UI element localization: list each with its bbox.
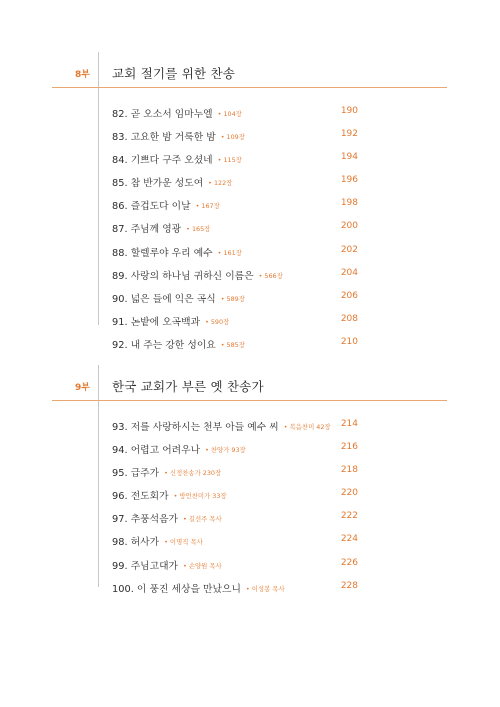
part-8-title: 교회 절기를 위한 찬송 bbox=[112, 66, 235, 81]
toc-entry[interactable] bbox=[112, 505, 358, 528]
toc-entry[interactable] bbox=[112, 192, 358, 215]
entry-page-number: 216 bbox=[340, 442, 358, 453]
entry-page-number: 220 bbox=[340, 488, 358, 499]
entry-hymn-note: • 115장 bbox=[217, 156, 242, 165]
entry-hymn-note: • 165장 bbox=[186, 225, 211, 234]
entry-hymn-note: • 신정찬송가 230장 bbox=[164, 469, 222, 478]
entry-hymn-note: • 566장 bbox=[258, 271, 283, 280]
toc-entry[interactable] bbox=[112, 331, 358, 354]
entry-hymn-note: • 589장 bbox=[220, 294, 245, 303]
entry-title: 91. 논밭에 오곡백과 bbox=[112, 316, 201, 328]
entry-page-number: 208 bbox=[340, 313, 358, 324]
toc-entry[interactable] bbox=[112, 459, 358, 482]
entry-hymn-note: • 방언찬미가 33장 bbox=[173, 492, 227, 501]
entry-page-number: 224 bbox=[340, 534, 358, 545]
entry-hymn-note: • 161장 bbox=[217, 248, 242, 257]
toc-entry[interactable] bbox=[112, 239, 358, 262]
toc-entry[interactable] bbox=[112, 215, 358, 238]
entry-title: 100. 이 풍진 세상을 만났으니 bbox=[112, 583, 241, 595]
entry-title: 89. 사랑의 하나님 귀하신 이름은 bbox=[112, 270, 254, 282]
toc-entry[interactable] bbox=[112, 100, 358, 123]
toc-entry[interactable] bbox=[112, 169, 358, 192]
toc-entry[interactable] bbox=[112, 285, 358, 308]
entry-title: 97. 추풍석음가 bbox=[112, 514, 179, 526]
entry-page-number: 214 bbox=[340, 419, 358, 429]
toc-entry[interactable] bbox=[112, 123, 358, 146]
entry-title: 95. 급주가 bbox=[112, 468, 160, 480]
entry-title: 88. 할렐루야 우리 예수 bbox=[112, 247, 213, 259]
entry-title: 84. 기쁘다 구주 오셨네 bbox=[112, 155, 213, 167]
entry-title: 99. 주님고대가 bbox=[112, 560, 179, 572]
entry-hymn-note: • 104장 bbox=[217, 110, 242, 118]
part-8-vertical-line bbox=[98, 52, 99, 325]
entry-title: 90. 넓은 들에 익은 곡식 bbox=[112, 293, 216, 305]
entry-title: 94. 어렵고 어려우나 bbox=[112, 445, 201, 457]
entry-hymn-note: • 109장 bbox=[220, 133, 245, 142]
entry-hymn-note: • 590장 bbox=[205, 317, 230, 326]
toc-entry[interactable] bbox=[112, 262, 358, 285]
entry-title: 83. 고요한 밤 거룩한 밤 bbox=[112, 132, 216, 144]
toc-entry[interactable] bbox=[112, 482, 358, 505]
part-9-divider bbox=[52, 400, 447, 401]
part-8-label: 8부 bbox=[75, 70, 90, 80]
part-9-label: 9부 bbox=[75, 383, 90, 393]
entry-hymn-note: • 585장 bbox=[220, 340, 245, 349]
entry-title: 98. 허사가 bbox=[112, 537, 160, 549]
entry-hymn-note: • 이성봉 목사 bbox=[245, 584, 285, 593]
entry-hymn-note: • 122장 bbox=[208, 179, 233, 188]
part-9-title: 한국 교회가 부른 옛 찬송가 bbox=[112, 379, 264, 394]
entry-hymn-note: • 찬양가 93장 bbox=[205, 446, 246, 455]
entry-title: 87. 주님께 영광 bbox=[112, 224, 182, 236]
entry-page-number: 210 bbox=[340, 336, 358, 347]
toc-entry[interactable] bbox=[112, 308, 358, 331]
toc-entry[interactable] bbox=[112, 146, 358, 169]
part-8-divider bbox=[52, 87, 447, 88]
toc-entry[interactable] bbox=[112, 436, 358, 459]
entry-page-number: 200 bbox=[340, 221, 358, 232]
entry-title: 96. 전도회가 bbox=[112, 491, 169, 503]
toc-entry[interactable] bbox=[112, 552, 358, 575]
entry-title: 85. 참 반가운 성도여 bbox=[112, 178, 204, 190]
entry-hymn-note: • 이명직 목사 bbox=[164, 538, 203, 547]
entry-page-number: 204 bbox=[340, 267, 358, 278]
entry-title: 82. 곧 오소서 임마누엘 bbox=[112, 109, 213, 120]
entry-page-number: 198 bbox=[340, 198, 358, 209]
entry-title: 93. 저를 사랑하시는 천부 아들 예수 씨 bbox=[112, 422, 279, 433]
toc-entry[interactable] bbox=[112, 575, 358, 598]
entry-page-number: 194 bbox=[340, 152, 358, 163]
part-9-vertical-line bbox=[98, 365, 99, 587]
entry-page-number: 206 bbox=[340, 290, 358, 301]
entry-page-number: 222 bbox=[340, 511, 358, 522]
entry-page-number: 202 bbox=[340, 244, 358, 255]
entry-hymn-note: • 손양원 목사 bbox=[183, 561, 222, 570]
entry-hymn-note: • 길선주 목사 bbox=[183, 515, 222, 524]
entry-page-number: 228 bbox=[340, 580, 358, 591]
entry-page-number: 190 bbox=[340, 106, 358, 116]
entry-page-number: 196 bbox=[340, 175, 358, 186]
entry-hymn-note: • 복음찬미 42장 bbox=[283, 423, 331, 431]
entry-page-number: 226 bbox=[340, 557, 358, 568]
entry-hymn-note: • 167장 bbox=[195, 202, 220, 211]
part-8-entries bbox=[112, 100, 358, 354]
toc-entry[interactable] bbox=[112, 413, 358, 436]
toc-entry[interactable] bbox=[112, 528, 358, 551]
entry-page-number: 218 bbox=[340, 465, 358, 476]
part-9-entries bbox=[112, 413, 358, 598]
entry-title: 86. 즐겁도다 이날 bbox=[112, 201, 191, 213]
entry-page-number: 192 bbox=[340, 129, 358, 140]
entry-title: 92. 내 주는 강한 성이요 bbox=[112, 339, 216, 351]
